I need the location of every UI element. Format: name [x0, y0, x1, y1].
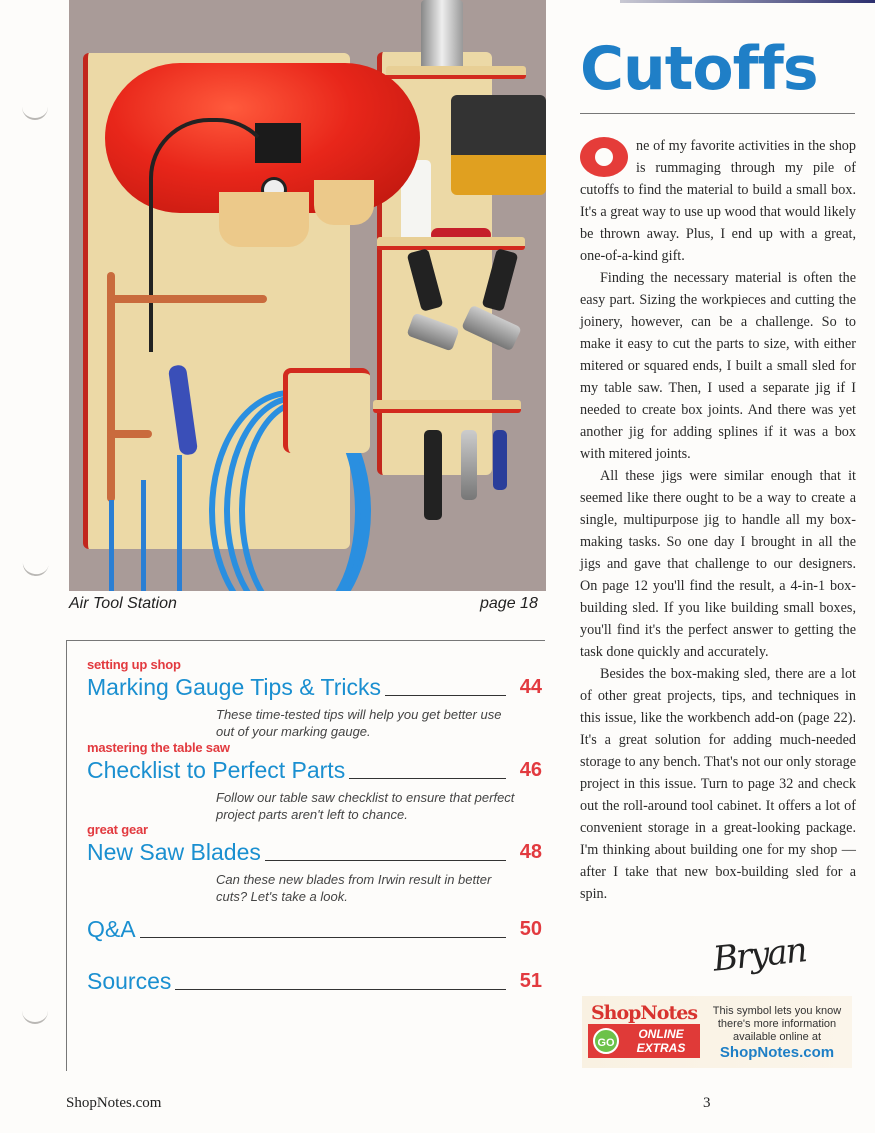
toc-entry[interactable] — [87, 658, 542, 740]
toc-page-number[interactable]: 46 — [519, 759, 542, 781]
badge-line-1: ONLINE — [638, 1027, 684, 1041]
die-grinder — [461, 430, 477, 500]
badge-line-2: EXTRAS — [636, 1041, 686, 1055]
hose-hanger — [283, 368, 370, 453]
go-icon: GO — [593, 1028, 619, 1054]
toc-leader-line — [140, 936, 506, 938]
binder-hole-mark — [22, 1010, 48, 1024]
photo-caption-page[interactable]: page 18 — [480, 595, 538, 612]
article-heading: Cutoffs — [580, 34, 818, 104]
online-extras-badge — [588, 1024, 700, 1058]
toc-page-number[interactable]: 51 — [519, 970, 542, 992]
tool-shelf — [386, 66, 526, 79]
paragraph-text: ne of my favorite activities in the shop is rummaging through my pile of cutoffs to find the material to build a small box. It's a great way to use up wood that would likely be thrown away. Plus, I end up with a great, one-of-a-kind gift. — [580, 138, 856, 264]
dropcap-o — [580, 137, 628, 177]
toc-title[interactable]: Q&A — [87, 916, 136, 942]
toc-page-number[interactable]: 48 — [519, 841, 542, 863]
toc-kicker: mastering the table saw — [87, 740, 230, 755]
toc-kicker: setting up shop — [87, 657, 181, 672]
toc-entry[interactable] — [87, 741, 542, 823]
article-paragraph — [580, 135, 856, 267]
air-line — [109, 500, 114, 591]
copper-pipe — [107, 295, 267, 303]
air-ratchet — [424, 430, 442, 520]
binder-hole-mark — [21, 560, 49, 577]
promo-description: This symbol lets you know there's more information available online at — [712, 1005, 842, 1043]
heading-rule — [580, 113, 855, 114]
toc-leader-line — [385, 694, 506, 696]
toc-page-number[interactable]: 50 — [519, 918, 542, 940]
article-paragraph: All these jigs were similar enough that it seemed like there ought to be a way to create a single, multipurpose jig to handle all my box-making tasks. So one day I brought in all the jigs and gave that challenge to our designers. On page 12 you'll find the result, a 4-in-1 box-building sled. If you like building small boxes, you'll find it's the perfect answer to getting the task done quickly and accurately. — [580, 468, 856, 660]
contents-box — [66, 640, 545, 1071]
article-paragraph: Finding the necessary material is often the easy part. Sizing the workpieces and cutting the joinery, however, can be a challenge. So to make it easy to cut the parts to size, with either mitered or squared ends, I built a small sled for my table saw. Then, I used a separate jig if I needed to create box joints. And there was yet another jig for adding splines if it was a box with mitered joints. — [580, 270, 856, 462]
binder-hole-mark — [22, 106, 48, 120]
toc-title[interactable]: Checklist to Perfect Parts — [87, 757, 346, 783]
tool-shelf — [377, 237, 525, 250]
toc-title[interactable]: Marking Gauge Tips & Tricks — [87, 674, 381, 700]
online-extras-promo[interactable] — [582, 996, 852, 1068]
editorial-article — [580, 135, 856, 905]
footer-page-number: 3 — [703, 1095, 711, 1111]
toc-page-number[interactable]: 44 — [519, 676, 542, 698]
toc-kicker: great gear — [87, 822, 148, 837]
air-tool-station-photo — [69, 0, 546, 591]
inline-grinder — [493, 430, 507, 490]
copper-pipe — [107, 430, 152, 438]
toc-title[interactable]: New Saw Blades — [87, 839, 261, 865]
nail-gun — [451, 95, 546, 195]
tank-cradle — [314, 180, 374, 225]
toc-entry[interactable] — [87, 914, 542, 942]
footer-site[interactable]: ShopNotes.com — [66, 1095, 162, 1111]
toc-description: Can these new blades from Irwin result in better cuts? Let's take a look. — [216, 872, 492, 904]
toc-description: These time-tested tips will help you get better use out of your marking gauge. — [216, 707, 502, 739]
promo-url-link[interactable]: ShopNotes.com — [719, 1044, 835, 1061]
online-extras-logo — [588, 1002, 700, 1064]
photo-caption-title: Air Tool Station — [69, 595, 177, 612]
top-edge-bar — [620, 0, 875, 3]
air-line — [177, 455, 182, 591]
toc-description: Follow our table saw checklist to ensure that perfect project parts aren't left to chance. — [216, 790, 515, 822]
air-line — [141, 480, 146, 591]
toc-entry[interactable] — [87, 823, 542, 905]
toc-leader-line — [175, 988, 506, 990]
toc-leader-line — [265, 859, 506, 861]
toc-entry[interactable] — [87, 966, 542, 994]
tank-hose — [149, 118, 277, 352]
toc-title[interactable]: Sources — [87, 968, 172, 994]
spray-gun-cup — [421, 0, 463, 70]
editor-signature: Bryan — [711, 930, 808, 980]
toc-leader-line — [349, 777, 506, 779]
copper-pipe — [107, 272, 115, 502]
article-paragraph: Besides the box-making sled, there are a lot of other great projects, tips, and techniques in this issue, like the workbench add-on (page 22). It's a great solution for adding much-needed storage to any bench. That's not our only storage project in this issue. Turn to page 32 and check out the roll-around tool cabinet. It offers a lot of convenient storage in a great-looking package. I'm thinking about building one for my shop — after I take that new box-building sled for a spin. — [580, 666, 856, 902]
shopnotes-logo-text: ShopNotes — [590, 1002, 698, 1024]
tool-shelf — [373, 400, 521, 413]
